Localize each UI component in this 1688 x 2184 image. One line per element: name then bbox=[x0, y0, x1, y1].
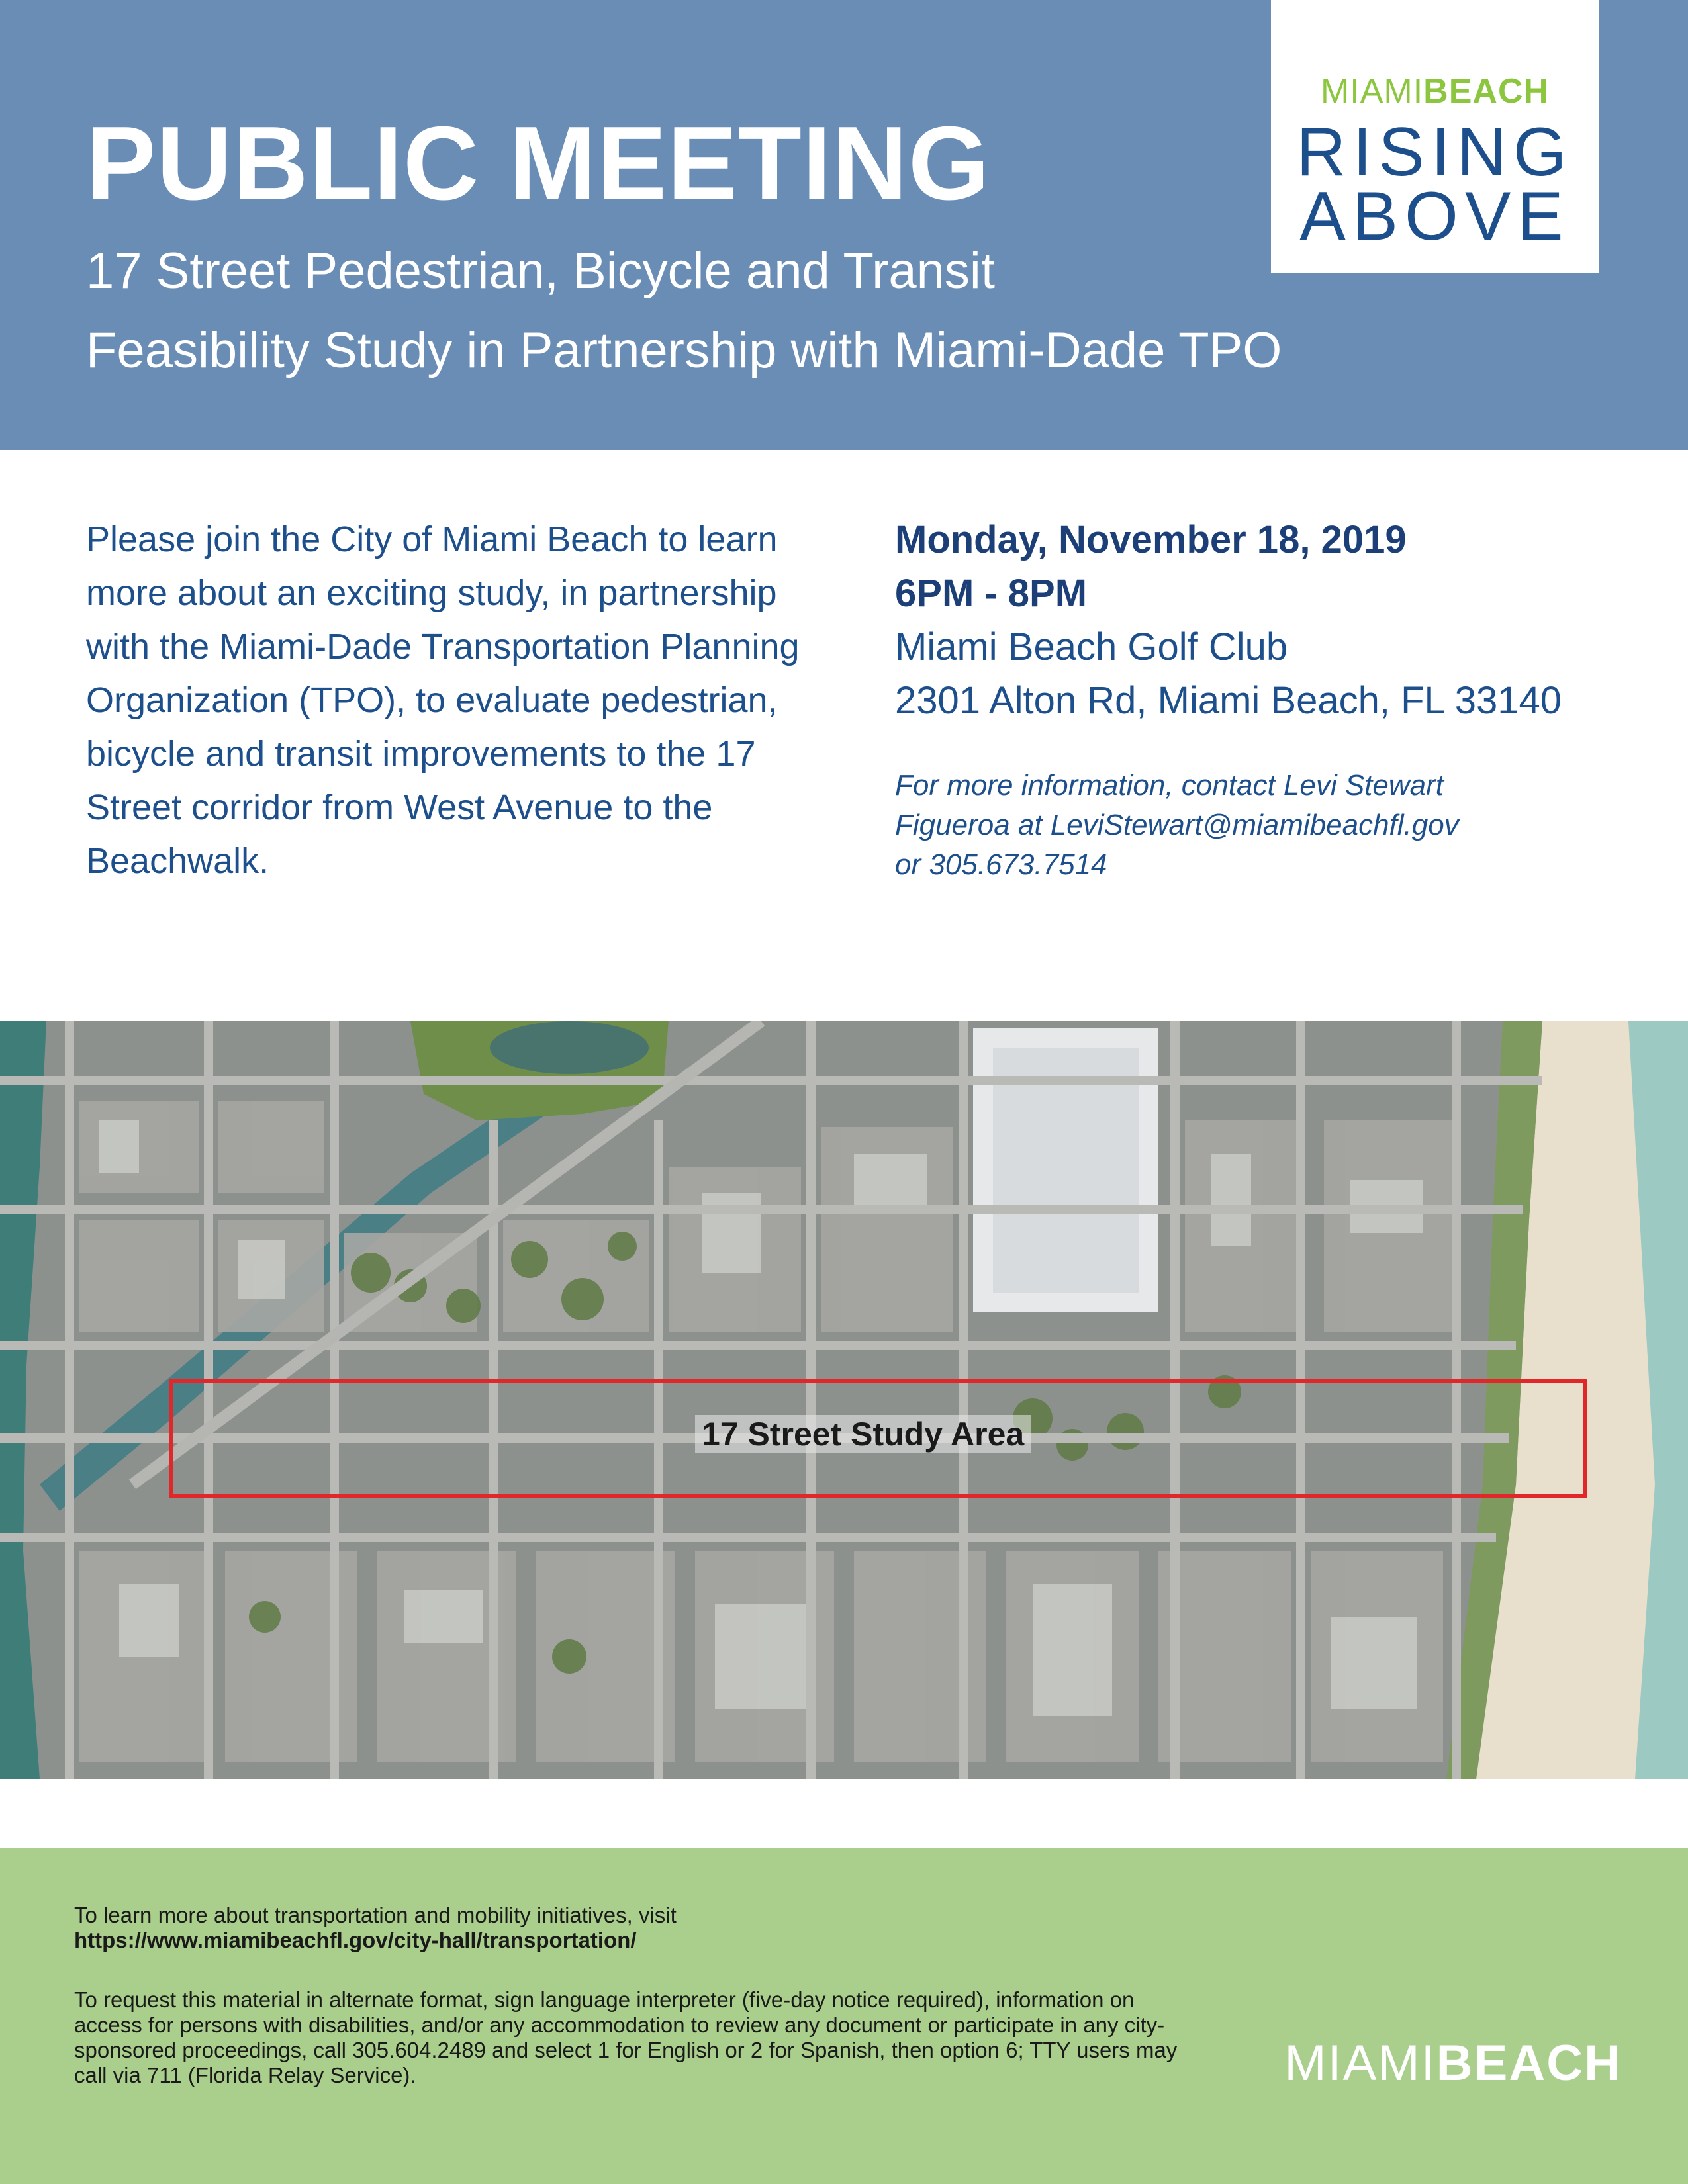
study-area-label: 17 Street Study Area bbox=[695, 1415, 1031, 1453]
aerial-map bbox=[0, 1021, 1688, 1779]
event-details bbox=[895, 513, 1656, 885]
page-title: PUBLIC MEETING bbox=[86, 105, 990, 222]
footer-learn-more: To learn more about transportation and mobility initiatives, visit bbox=[74, 1903, 677, 1927]
contact-line-2: Figueroa at LeviStewart@miamibeachfl.gov bbox=[895, 809, 1459, 841]
event-venue: Miami Beach Golf Club bbox=[895, 625, 1288, 668]
event-address: 2301 Alton Rd, Miami Beach, FL 33140 bbox=[895, 679, 1562, 722]
footer bbox=[0, 1848, 1688, 2184]
footer-text bbox=[74, 1903, 1199, 2088]
rising-above-logo bbox=[1271, 0, 1599, 273]
subtitle-line-1: 17 Street Pedestrian, Bicycle and Transit bbox=[86, 243, 995, 299]
logo-above-text: ABOVE bbox=[1299, 178, 1570, 255]
contact-info bbox=[895, 766, 1656, 885]
footer-url-link[interactable]: https://www.miamibeachfl.gov/city-hall/transportation/ bbox=[74, 1928, 637, 1952]
footer-logo-beach: BEACH bbox=[1436, 2035, 1622, 2091]
subtitle-line-2: Feasibility Study in Partnership with Miami-Dade TPO bbox=[86, 322, 1282, 379]
footer-logo-miami: MIAMI bbox=[1284, 2035, 1436, 2091]
header-banner bbox=[0, 0, 1688, 450]
logo-miami-text: MIAMI bbox=[1320, 72, 1424, 111]
footer-miami-beach-logo bbox=[1251, 2034, 1622, 2092]
logo-rising-text: RISING bbox=[1296, 114, 1573, 191]
event-date: Monday, November 18, 2019 bbox=[895, 518, 1407, 561]
event-time: 6PM - 8PM bbox=[895, 572, 1088, 615]
logo-beach-text: BEACH bbox=[1423, 72, 1550, 111]
logo-miami-beach bbox=[1271, 71, 1599, 111]
footer-accessibility-notice: To request this material in alternate format, sign language interpreter (five-day notice required), information on access for persons with disabilities, and/or any accommodation to review any document or participate in any city-sponsored proceedings, call 305.604.2489 and select 1 for English or 2 for Spanish, then option 6; TTY users may call via 711 (Florida Relay Service). bbox=[74, 1987, 1178, 2087]
contact-line-3: or 305.673.7514 bbox=[895, 848, 1107, 881]
contact-line-1: For more information, contact Levi Stewart bbox=[895, 769, 1444, 801]
intro-paragraph: Please join the City of Miami Beach to learn more about an exciting study, in partnership with the Miami-Dade Transportation Planning Organization (TPO), to evaluate pedestrian, bicycle and transit improvements to the 17 Street corridor from West Avenue to the Beachwalk. bbox=[86, 520, 800, 881]
